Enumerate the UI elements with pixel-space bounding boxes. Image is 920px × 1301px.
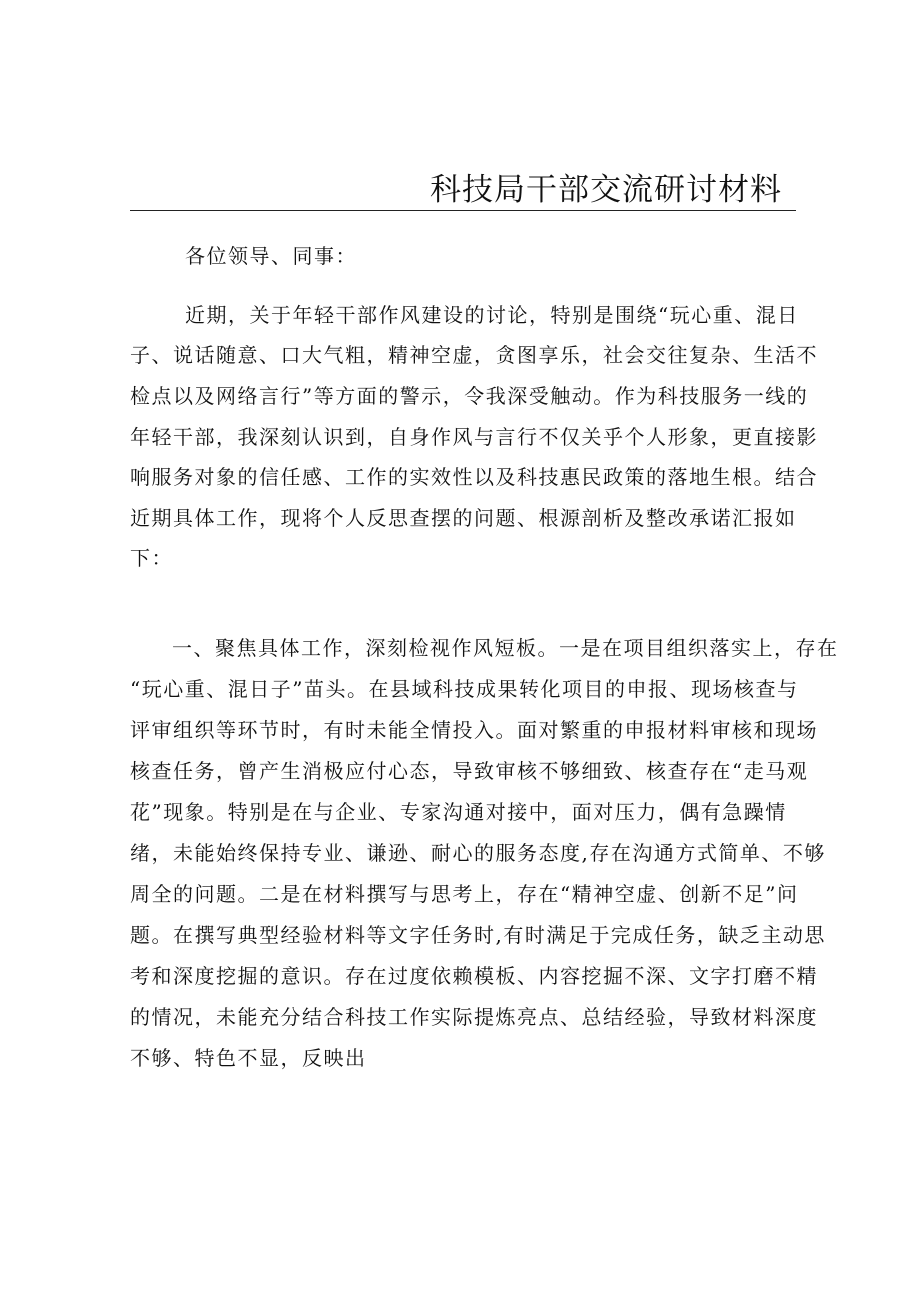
paragraph-line: 近期具体工作，现将个人反思查摆的问题、根源剖析及整改承诺汇报如	[130, 506, 797, 530]
paragraph-line: 下：	[130, 546, 173, 570]
paragraph-line: 考和深度挖掘的意识。存在过度依赖模板、内容挖掘不深、文字打磨不精	[130, 964, 818, 988]
title-underline	[130, 210, 796, 211]
paragraph-line: 近期，关于年轻干部作风建设的讨论，特别是围绕“玩心重、混日	[185, 303, 799, 327]
paragraph-line: 子、说话随意、口大气粗，精神空虚，贪图享乐，社会交往复杂、生活不	[130, 343, 818, 367]
paragraph-line: 评审组织等环节时，有时未能全情投入。面对繁重的申报材料审核和现场	[130, 718, 818, 742]
greeting: 各位领导、同事：	[185, 244, 357, 268]
paragraph-line: 年轻干部，我深刻认识到，自身作风与言行不仅关乎个人形象，更直接影	[130, 425, 818, 449]
paragraph-line: 花”现象。特别是在与企业、专家沟通对接中，面对压力，偶有急躁情	[130, 800, 787, 824]
paragraph-line: 一、聚焦具体工作，深刻检视作风短板。一是在项目组织落实上，存在	[172, 636, 839, 660]
paragraph-line: 检点以及网络言行”等方面的警示，令我深受触动。作为科技服务一线的	[130, 384, 809, 408]
paragraph-line: 响服务对象的信任感、工作的实效性以及科技惠民政策的落地生根。结合	[130, 465, 818, 489]
paragraph-line: 不够、特色不显，反映出	[130, 1046, 367, 1070]
paragraph-line: “玩心重、混日子”苗头。在县域科技成果转化项目的申报、现场核查与	[130, 677, 799, 701]
paragraph-line: 周全的问题。二是在材料撰写与思考上，存在“精神空虚、创新不足”问	[130, 882, 799, 906]
document-title: 科技局干部交流研讨材料	[430, 172, 782, 208]
paragraph-line: 绪，未能始终保持专业、谦逊、耐心的服务态度,存在沟通方式简单、不够	[130, 841, 826, 865]
paragraph-line: 题。在撰写典型经验材料等文字任务时,有时满足于完成任务，缺乏主动思	[130, 923, 826, 947]
paragraph-line: 核查任务，曾产生消极应付心态，导致审核不够细致、核查存在“走马观	[130, 759, 809, 783]
paragraph-line: 的情况，未能充分结合科技工作实际提炼亮点、总结经验，导致材料深度	[130, 1005, 818, 1029]
